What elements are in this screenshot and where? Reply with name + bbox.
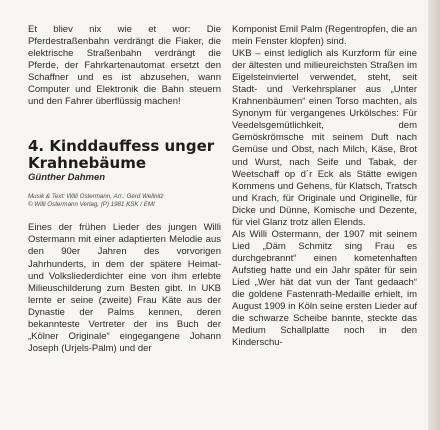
- page-edge-shadow: [428, 0, 440, 430]
- paragraph-2: UKB – einst lediglich als Kurzform für eine der ältesten und milieureichsten Straßen im Eigelsteinviertel verwendet, steht, seit Stadt- und Verkehrsplaner aus „Unter Krahnenbäumen“ einen Torso machten, als Synonym für vergangenes Urkölsches: Für Veedelsgemütlichkeit, dem Gemöskrömsche mit seinem Duft nach Gemüse und Obst, nach Milch, Käse, Brot und Wurst, nach Seife und Tabak, der Weetschaff op d´r Eck als Stätte ewigen Kommens und Gehens, für Klatsch, Tratsch und Krach, für Originale und Originelle, für Dicke und Dünne, Komische und Dezente, für viel Glanz trotz allen Elends.: [232, 48, 417, 228]
- paragraph-3: Als Willi Ostermann, der 1907 mit seinem Lied „Däm Schmitz sing Frau es durchgebrannt“ einen kometenhaften Aufstieg hatte und ein Jahr später für sein Lied „Wer hät dat vun der Tant gedaach“ die goldene Fastenrath-Medaille erhielt, im August 1909 in Köln seine ersten Lieder auf die schwarze Scheibe bannte, steckte das Medium Schallplatte noch in den Kinderschu-: [232, 228, 417, 349]
- copyright-line: © Willi Ostermann Verlag, (P) 1981 KSK / EMI: [28, 201, 155, 209]
- author-name: Günther Dahmen: [28, 172, 106, 184]
- credits: [28, 193, 221, 209]
- intro-paragraph: Et bliev nix wie et wor: Die Pferdestraßenbahn verdrängt die Fiaker, die elektrische Straßenbahn verdrängt die Pferde, der Fahrkartenautomat ersetzt den Schaffner und es ist abzusehen, wann Computer und Elektronik die Bahn steuern und den Fahrer überflüssig machen!: [28, 24, 221, 108]
- paragraph-1: Komponist Emil Palm (Regentropfen, die an mein Fenster klopfen) sind.: [232, 24, 417, 48]
- credits-line: Musik & Text: Willi Ostermann, Arr.: Gerd Wellnitz: [28, 193, 164, 201]
- right-column: [232, 24, 417, 349]
- left-column: [28, 24, 221, 355]
- song-heading: 4. Kinddauffess unger Krahnebäume: [28, 137, 215, 172]
- body-paragraph: Eines der frühen Lieder des jungen Willi Ostermann mit einer adaptierten Melodie aus den 90er Jahren des vorvorigen Jahrhunderts, in dem der spätere Heimat- und Volksliederdichter eine von ihm erlebte Milieuschilderung zum Besten gibt. In UKB lernte er seine (zweite) Frau Käte aus der Dynastie der Palms kennen, deren bekannteste Vertreter der ins Buch der „Kölner Originale“ eingegangene Johann Joseph (Urjels-Palm) und der: [28, 222, 221, 354]
